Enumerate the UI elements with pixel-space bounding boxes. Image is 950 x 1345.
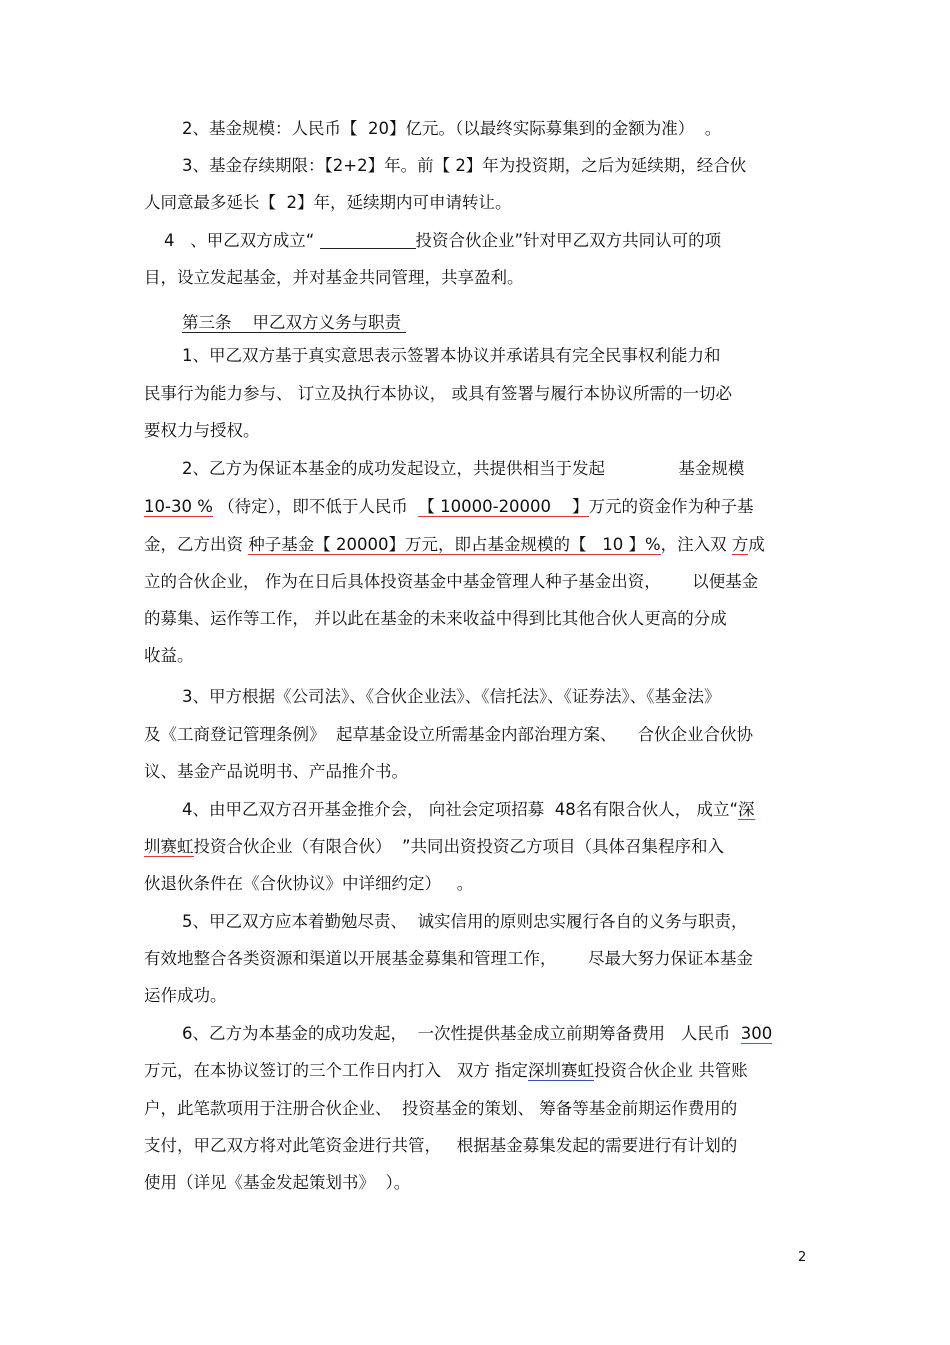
text-line: 伙退伙条件在《合伙协议》中详细约定） 。 [144,874,474,893]
blank-fill-line [320,230,416,249]
text-line: 3、甲方根据《公司法》、《合伙企业法》、《信托法》、《证券法》、《基金法》 [182,687,721,706]
text-line: 6、乙方为本基金的成功发起， 一次性提供基金成立前期筹备费用 人民币 300 [182,1024,773,1043]
red-underlined-text: 【 10000-20000 】 [418,497,589,516]
text-line: 支付，甲乙双方将对此笔资金进行共管， 根据基金募集发起的需要进行有计划的 [144,1136,738,1155]
text-line: 收益。 [144,646,194,665]
text-line: 有效地整合各类资源和渠道以开展基金募集和管理工作， 尽最大努力保证本基金 [144,949,753,968]
text-line: 10-30 % （待定），即不低于人民币 【 10000-20000 】万元的资金作为种子基 [144,497,754,516]
red-underlined-text: 深 [738,800,755,819]
blue-underlined-text: 深圳赛虹 [527,1061,594,1080]
text-line: 及《工商登记管理条例》 起草基金设立所需基金内部治理方案、 合伙企业合伙协 [144,725,753,744]
text-line: 使用（详见《基金发起策划书》 ）。 [144,1173,411,1192]
text-line: 万元，在本协议签订的三个工作日内打入 双方 指定深圳赛虹投资合伙企业 共管账 [144,1061,748,1080]
text-line: 要权力与授权。 [144,421,260,440]
text-line: 金，乙方出资 种子基金【 20000】万元，即占基金规模的【 10 】%，注入双 方成 [144,535,765,554]
text-line: 户，此笔款项用于注册合伙企业、 投资基金的策划、 筹备等基金前期运作费用的 [144,1099,738,1118]
red-underlined-text: 圳赛虹 [144,837,194,856]
text-line: 5、甲乙双方应本着勤勉尽责、 诚实信用的原则忠实履行各自的义务与职责， [182,912,748,931]
text-line: 1、甲乙双方基于真实意思表示签署本协议并承诺具有完全民事权利能力和 [182,346,721,365]
text-line: 的募集、运作等工作， 并以此在基金的未来收益中得到比其他合伙人更高的分成 [144,609,727,628]
page-number: 2 [798,1250,807,1265]
section-heading: 第三条 甲乙双方义务与职责 [182,313,407,332]
text-line: 2、基金规模：人民币【 20】亿元。（以最终实际募集到的金额为准） 。 [182,119,722,138]
text-line: 目，设立发起基金，并对基金共同管理，共享盈利。 [144,268,524,287]
text-line: 民事行为能力参与、 订立及执行本协议， 或具有签署与履行本协议所需的一切必 [144,384,732,403]
red-underlined-text: 10-30 % [144,497,213,516]
text-line: 3、基金存续期限：【2+2】年。前【 2】年为投资期，之后为延续期，经合伙 [182,156,747,175]
red-underlined-text: 方 [731,535,749,554]
text-line: 议、基金产品说明书、产品推介书。 [144,762,408,781]
text-line: 4 、甲乙双方成立“ 投资合伙企业”针对甲乙双方共同认可的项 [164,231,722,250]
text-line: 圳赛虹投资合伙企业（有限合伙） ”共同出资投资乙方项目（具体召集程序和入 [144,837,725,856]
text-line: 4、由甲乙双方召开基金推介会， 向社会定项招募 48名有限合伙人， 成立“深 [182,800,755,819]
text-line: 人同意最多延长【 2】年，延续期内可申请转让。 [144,193,512,212]
red-underlined-text: 300 [740,1024,773,1043]
text-line: 立的合伙企业， 作为在日后具体投资基金中基金管理人种子基金出资， 以便基金 [144,572,759,591]
text-line: 2、乙方为保证本基金的成功发起设立，共提供相当于发起 基金规模 [182,459,745,478]
text-line: 运作成功。 [144,986,227,1005]
red-underlined-text: 种子基金【 20000】万元，即占基金规模的【 10 】% [248,535,661,554]
